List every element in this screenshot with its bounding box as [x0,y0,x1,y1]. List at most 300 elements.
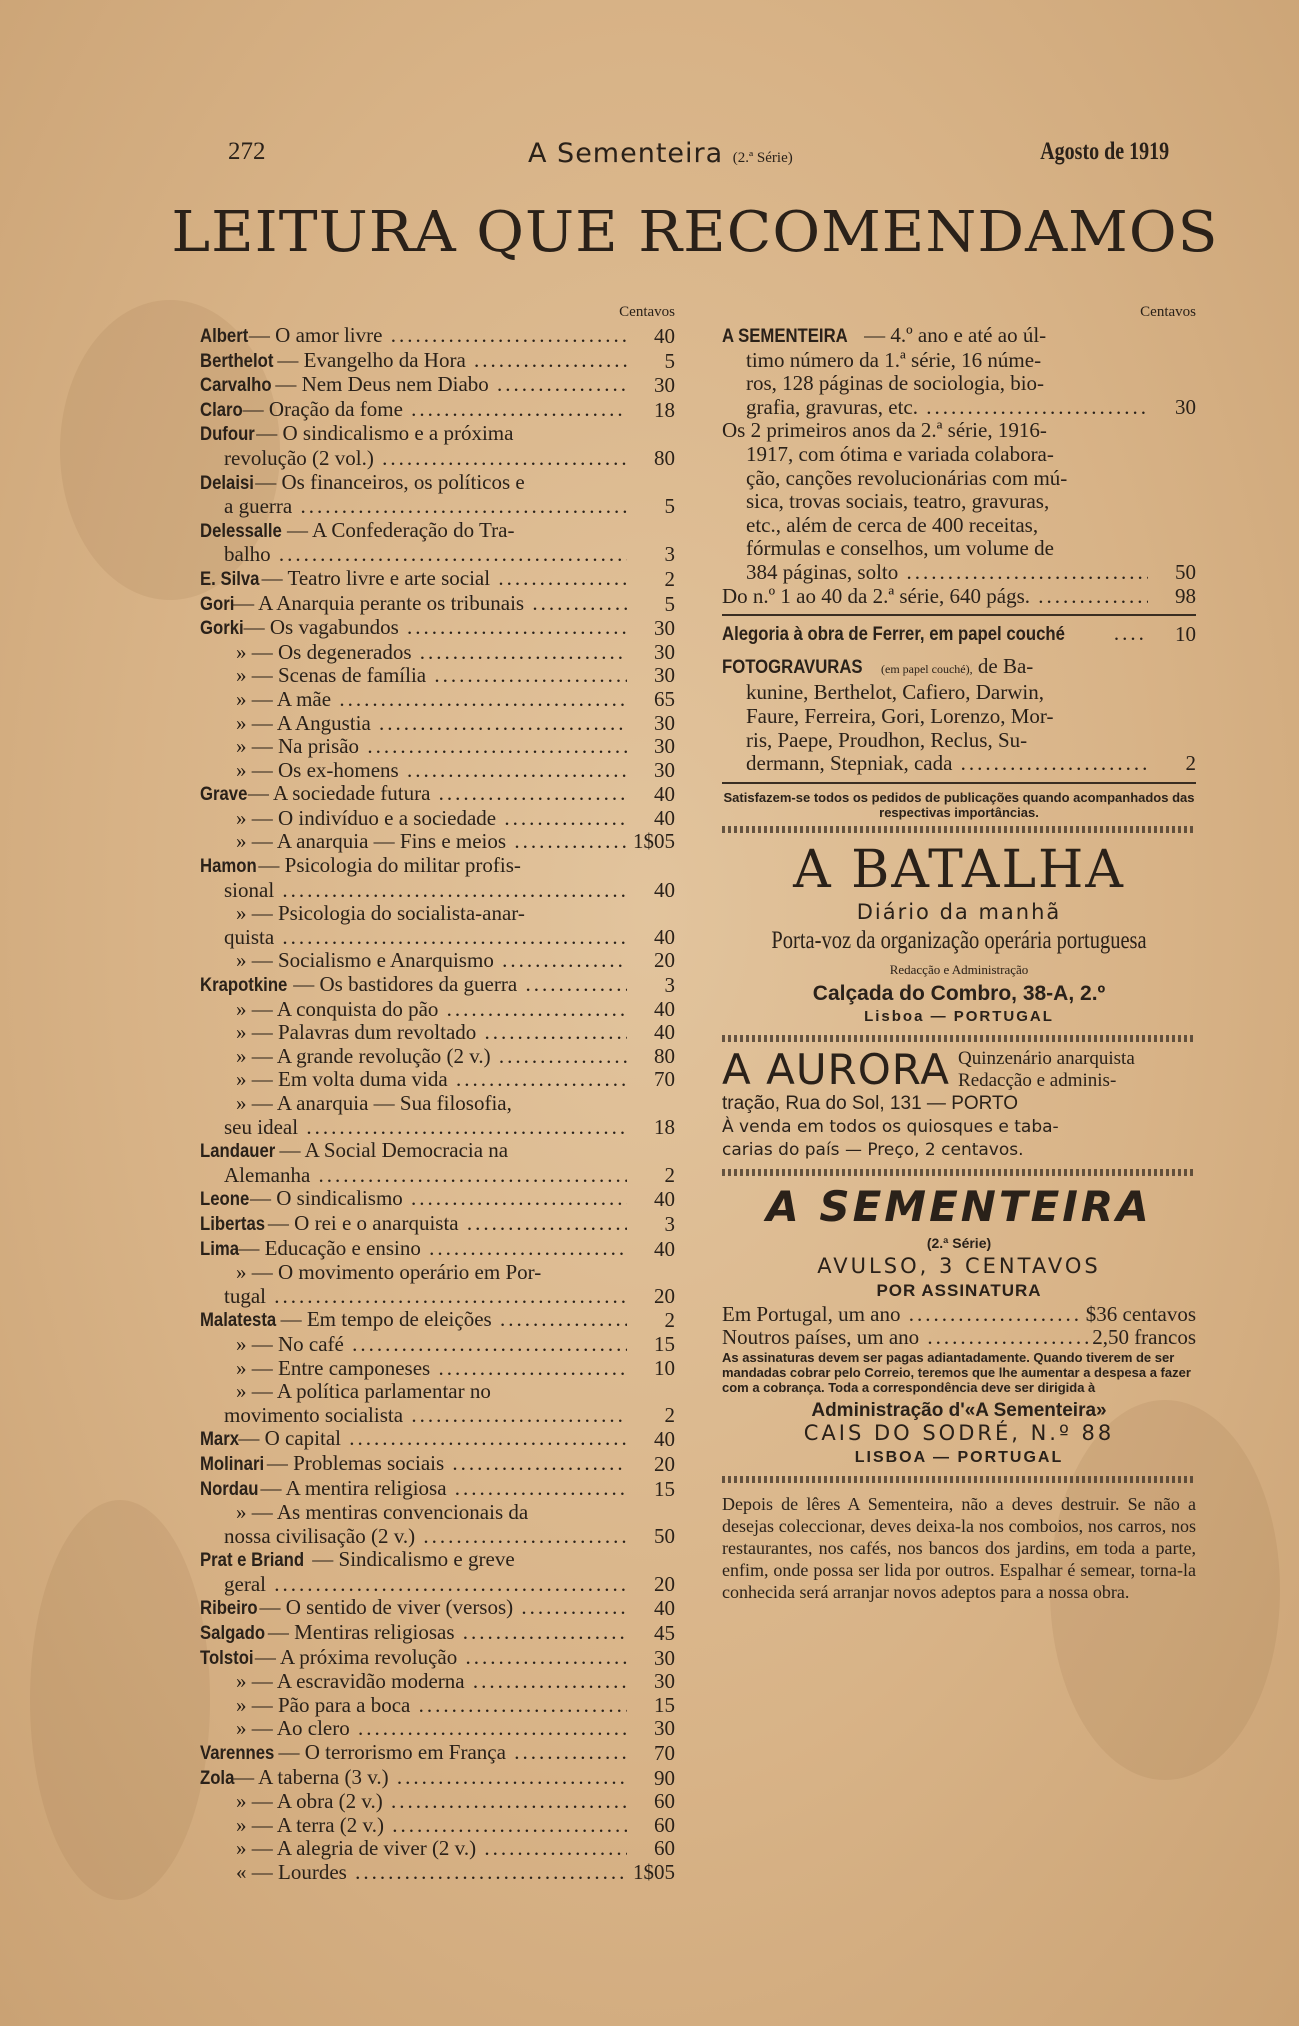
book-entry [200,1212,675,1237]
fotogravuras-line: ris, Paepe, Proudhon, Reclus, Su- [746,727,1028,752]
book-entry [200,1139,675,1164]
book-entry [200,1237,675,1262]
book-entry-text [224,495,627,519]
orders-note: Satisfazem-se todos os pedidos de publicações quando acompanhados das respectivas importâncias. [723,789,1195,820]
price-value: $36 centavos [1085,1301,1196,1326]
book-entry-text [200,398,627,423]
book-entry [200,641,675,665]
book-entry-text [200,567,627,592]
book-author: Salgado [200,1623,266,1645]
book-price: 3 [664,1211,675,1236]
book-price: 45 [654,1621,675,1646]
book-title: » — A escravidão moderna [236,1670,465,1694]
book-author: Prat e Briand [200,1550,305,1572]
book-author: Lima [200,1238,240,1260]
book-title: » — A obra (2 v.) [236,1790,383,1814]
book-entry-text [200,1621,627,1646]
book-price: 10 [654,1355,675,1380]
book-price: 70 [654,1067,675,1092]
book-entry [200,973,675,998]
book-entry [200,567,675,592]
book-entry [200,543,675,567]
book-entry [200,664,675,688]
book-title: — O sindicalismo [249,1187,403,1211]
book-title: « — Lourdes [236,1861,347,1884]
book-price: 20 [654,948,675,973]
book-title: — O rei e o anarquista [267,1211,459,1235]
book-price: 30 [654,616,675,641]
book-title: » — Em volta duma vida [236,1068,448,1092]
book-author: Berthelot [200,350,274,372]
book-entry [200,1670,675,1694]
book-author: Claro [200,399,243,421]
fotogravuras [722,655,1196,776]
book-price: 1$05 [633,829,675,854]
sementeira-ad-series: (2.ª Série) [926,1234,992,1251]
book-entry [200,398,675,423]
book-price: 40 [654,1187,675,1212]
book-entry-text [200,1139,627,1164]
book-entry-text [236,1092,627,1116]
book-entry [200,807,675,831]
fotogravuras-row [722,752,1196,776]
book-author: Libertas [200,1213,266,1235]
book-entry [200,1357,675,1381]
book-price: 15 [654,1331,675,1356]
book-entry [200,1501,675,1525]
book-title: — Oração da fome [242,397,403,421]
book-title: » — O movimento operário em Por- [236,1261,542,1285]
book-entry-text [200,1477,627,1502]
book-entry [200,1766,675,1791]
book-entry-text [200,324,627,349]
book-entry [200,1404,675,1428]
book-title: quista [224,925,275,949]
book-entry [200,1861,675,1885]
book-title: — Mentiras religiosas [267,1621,455,1645]
book-title: » — A anarquia — Sua filosofia, [236,1092,512,1115]
book-title: — O amor livre [248,324,383,347]
book-author: Nordau [200,1478,259,1500]
book-title: — A taberna (3 v.) [233,1765,389,1789]
book-price: 30 [654,734,675,759]
book-title: — Os vagabundos [243,616,399,640]
book-entry [200,471,675,496]
offer-line: 1917, com ótima e variada colabora- [746,441,1054,466]
book-entry [200,1092,675,1116]
book-entry-text [224,1573,627,1597]
book-entry [200,1452,675,1477]
sementeira-ad [722,1182,1196,1470]
book-price: 2 [664,566,675,591]
book-entry-text [236,902,627,926]
subscription-notice: As assinaturas devem ser pagas adiantadamente. Quando tiverem de ser mandadas cobrar pelo Correio, teremos que lhe aumentar a despesa a fazer com a cobrança. Toda a correspondência deve ser dirigida à [722,1349,1191,1395]
book-entry [200,782,675,807]
book-entry [200,1525,675,1549]
fotogravuras-line: de Ba- [977,653,1034,678]
book-author: Marx [200,1429,240,1451]
book-author: Gorki [200,618,244,640]
book-price: 40 [654,1020,675,1045]
right-column [722,304,1196,1603]
book-title: » — A alegria de viver (2 v.) [236,1837,477,1861]
book-title: — Sindicalismo e greve [312,1548,515,1572]
book-entry-text [236,949,627,973]
book-author: Gori [200,593,235,615]
book-title: — O sindicalismo e a próxima [256,422,514,446]
aurora-name: A AURORA [722,1045,951,1095]
book-entry-text [200,1237,627,1262]
book-entry [200,422,675,447]
book-entry [200,854,675,879]
book-title: » — Os degenerados [236,640,412,664]
book-entry-text [200,519,627,544]
book-price: 40 [654,1236,675,1261]
book-entry-text [224,1285,627,1309]
book-entry-text [236,664,627,688]
issue-date: Agosto de 1919 [1040,138,1169,165]
book-price: 80 [654,1043,675,1068]
book-entry-text [236,712,627,736]
book-entry [200,1596,675,1621]
book-entry-text [200,782,627,807]
book-entry-text [200,1187,627,1212]
book-author: Carvalho [200,375,272,397]
book-entry [200,759,675,783]
book-title: — Evangelho da Hora [277,348,466,372]
offer-line: 384 páginas, solto ..... [746,561,1148,585]
book-entry [200,1021,675,1045]
book-price: 40 [654,924,675,949]
book-title: » — Socialismo e Anarquismo [236,949,494,973]
book-entry-text [224,543,627,567]
book-price: 30 [654,639,675,664]
book-entry [200,1187,675,1212]
offer-line: fórmulas e conselhos, um volume de [746,536,1054,561]
book-title: — Os bastidores da guerra [293,973,518,997]
book-entry [200,324,675,349]
alegoria-price: 10 [1175,622,1196,647]
book-title: — A sociedade futura [247,782,431,806]
aurora-desc [958,1048,1135,1092]
book-author: Zola [200,1767,235,1789]
book-price: 30 [654,1645,675,1670]
book-entry [200,1380,675,1404]
book-entry [200,1790,675,1814]
book-entry [200,1068,675,1092]
book-author: E. Silva [200,568,260,590]
book-title: — O sentido de viver (versos) [259,1596,514,1620]
book-entry [200,1694,675,1718]
batalha-tagline: Porta-voz da organização operária portuguesa [771,927,1147,955]
publication-name [528,138,793,169]
batalha-ad [722,839,1196,1029]
book-entry-text [200,1427,627,1452]
book-title: » — Na prisão [236,735,360,759]
book-price: 15 [654,1692,675,1717]
book-title: — O capital [238,1427,341,1451]
book-price: 40 [654,782,675,807]
book-entry [200,1116,675,1140]
divider [722,614,1196,616]
book-author: Varennes [200,1743,275,1765]
book-entry-text [236,735,627,759]
book-entry [200,373,675,398]
book-author: Landauer [200,1141,276,1163]
book-price: 5 [664,591,675,616]
book-price: 18 [654,397,675,422]
book-title: » — As mentiras convencionais da [236,1501,529,1525]
book-price: 3 [664,973,675,998]
book-entry [200,1837,675,1861]
book-entry-text [236,1790,627,1814]
book-price: 60 [654,1836,675,1861]
book-price: 65 [654,686,675,711]
price-row [722,1303,1196,1327]
sementeira-ad-assinatura: POR ASSINATURA [876,1281,1042,1301]
book-entry [200,1308,675,1333]
publication-series: (2.ª Série) [732,150,793,166]
book-price: 2 [664,1162,675,1187]
main-title: LEITURA QUE RECOMENDAMOS [171,200,1219,265]
book-entry-text [236,1814,627,1838]
price-label: Em Portugal, um ano ..... [722,1303,1082,1327]
book-entry [200,1741,675,1766]
book-entry [200,519,675,544]
book-title: — A próxima revolução [254,1645,458,1669]
book-title: — A mentira religiosa [260,1476,447,1500]
book-title: nossa civilisação (2 v.) [224,1524,416,1548]
book-entry-text [236,688,627,712]
book-entry-text [200,1766,627,1791]
book-title: balho [224,543,271,567]
book-price: 30 [654,1669,675,1694]
book-entry-text [236,1670,627,1694]
book-entry [200,1477,675,1502]
batalha-subtitle: Diário da manhã [856,899,1062,924]
page-number: 272 [228,138,266,165]
book-entry-text [236,1261,627,1285]
aurora-line: À venda em todos os quiosques e taba- [722,1116,1059,1137]
fotogravuras-note: (em papel couché), [881,661,973,676]
aurora-ad [722,1045,1196,1163]
book-entry [200,1646,675,1671]
book-price: 2 [664,1308,675,1333]
book-entry-text [236,1333,627,1357]
book-title: Alemanha [224,1163,311,1187]
offer-line: ros, 128 páginas de sociologia, bio- [746,371,1045,396]
book-title: — Educação e ensino [238,1236,421,1260]
book-title: » — A terra (2 v.) [236,1813,384,1837]
book-title: seu ideal [224,1115,299,1139]
book-entry-text [224,1164,627,1188]
aurora-address: tração, Rua do Sol, 131 — PORTO [722,1093,1019,1115]
book-price: 30 [654,663,675,688]
book-title: — Os financeiros, os políticos e [255,470,525,494]
publication-title: A Sementeira [528,138,724,169]
book-title: » — A política parlamentar no [236,1380,491,1404]
ornament-rule [722,1476,1196,1483]
book-price: 80 [654,445,675,470]
book-entry [200,735,675,759]
book-title: revolução (2 vol.) [224,446,374,470]
ornament-rule [722,1035,1196,1042]
book-price: 40 [654,324,675,348]
book-entry-text [236,830,627,854]
book-entry-text [224,1525,627,1549]
book-title: — Nem Deus nem Diabo [275,373,489,397]
book-entry-text [200,1452,627,1477]
sementeira-ad-name: A SEMENTEIRA [766,1181,1152,1231]
ornament-rule [722,1169,1196,1176]
offer-line: ção, canções revolucionárias com mú- [746,465,1068,490]
book-entry-text [200,592,627,617]
offer-line: sica, trovas sociais, teatro, gravuras, [746,489,1050,514]
book-entry-text [224,879,627,903]
book-title: tugal [224,1284,266,1308]
book-title: — O terrorismo em França [278,1741,506,1765]
book-author: Malatesta [200,1310,277,1332]
book-entry [200,592,675,617]
book-price: 18 [654,1114,675,1139]
offer-price: 30 [1175,394,1196,419]
book-price: 90 [654,1765,675,1790]
book-entry [200,495,675,519]
price-label: Noutros países, um ano ..... [722,1326,1088,1350]
book-entry-text [200,471,627,496]
book-price: 40 [654,1596,675,1621]
book-title: — A Confederação do Tra- [286,518,515,542]
book-title: — Problemas sociais [266,1451,445,1475]
book-title: — A Social Democracia na [279,1139,509,1163]
book-entry-text [236,1021,627,1045]
book-author: Leone [200,1189,250,1211]
book-entry [200,688,675,712]
book-entry-text [200,1741,627,1766]
book-entry-text [236,1717,627,1741]
book-title: — Teatro livre e arte social [261,566,491,590]
book-entry-text [236,1501,627,1525]
book-price: 30 [654,757,675,782]
book-price: 2 [664,1402,675,1427]
book-price: 20 [654,1451,675,1476]
book-entry-text [200,1212,627,1237]
batalha-city: Lisboa — PORTUGAL [864,1008,1054,1026]
book-entry-text [224,447,627,471]
book-title: » — Ao clero [236,1717,350,1741]
book-entry [200,902,675,926]
offer-line: Os 2 primeiros anos da 2.ª série, 1916- [722,418,1047,443]
book-entry-text [200,1596,627,1621]
book-title: » — A Angustia [236,711,371,735]
book-entry-text [200,1308,627,1333]
book-entry-text [200,422,627,447]
book-title: » — O indivíduo e a sociedade [236,806,497,830]
book-entry [200,1621,675,1646]
book-entry-text [236,807,627,831]
book-entry-text [236,641,627,665]
fotogravuras-price: 2 [1185,751,1196,776]
book-price: 30 [654,710,675,735]
batalha-name: A BATALHA [793,839,1125,900]
book-entry-text [200,349,627,374]
book-entry-text [200,616,627,641]
aurora-desc-line: Redacção e adminis- [958,1070,1117,1092]
book-author: Grave [200,784,248,806]
book-entry-text [236,1357,627,1381]
book-entry [200,1548,675,1573]
batalha-admin: Redacção e Administração [889,962,1029,978]
book-title: » — Scenas de família [236,664,427,688]
book-entry [200,1045,675,1069]
book-author: Krapotkine [200,975,288,997]
book-entry [200,949,675,973]
book-price: 3 [664,542,675,567]
book-title: » — A conquista do pão [236,997,439,1021]
fotogravuras-line: dermann, Stepniak, cada ..... [746,752,1148,776]
book-entry-text [200,1548,627,1573]
offer-line: A SEMENTEIRA — 4.º ano e até ao úl- [722,323,1047,347]
book-title: — Psicologia do militar profis- [258,854,521,878]
book-entry-text [224,926,627,950]
ornament-rule [722,826,1196,833]
book-author: Dufour [200,424,255,446]
book-entry-text [224,1404,627,1428]
book-entry [200,1814,675,1838]
book-entry [200,830,675,854]
book-price: 20 [654,1283,675,1308]
price-row [722,1326,1196,1350]
book-entry [200,1427,675,1452]
alegoria-row [722,622,1196,647]
book-price: 40 [654,805,675,830]
book-author: Molinari [200,1453,265,1475]
book-title: » — Os ex-homens [236,758,399,782]
offer-price: 98 [1175,583,1196,608]
book-entry-text [236,1694,627,1718]
offer-row [722,585,1196,609]
book-title: » — Pão para a boca [236,1693,411,1717]
book-title: » — Palavras dum revoltado [236,1021,477,1045]
book-entry-text [236,1380,627,1404]
book-author: Albert [200,326,249,347]
book-price: 70 [654,1741,675,1766]
book-title: » — A anarquia — Fins e meios [236,830,507,854]
book-entry-text [236,1861,627,1885]
book-entry-text [236,998,627,1022]
closing-paragraph: Depois de lêres A Sementeira, não a deves destruir. Se não a desejas coleccionar, deves deixa-la nos comboios, nos carros, nos restaurantes, nos cafés, nos bancos dos jardins, em toda a parte, enfim, onde possa ser lida por outros. Espalhar é semear, torna-la conhecida será arranjar novos adeptos para a nossa obra. [722,1493,1196,1602]
offer-line: Do n.º 1 ao 40 da 2.ª série, 640 págs. ..... [722,585,1148,609]
book-entry-text [200,854,627,879]
sementeira-ad-avulso: AVULSO, 3 CENTAVOS [817,1254,1101,1279]
book-author: Delessalle [200,520,282,542]
book-entry [200,349,675,374]
book-entry [200,1717,675,1741]
offer-line: grafia, gravuras, etc. ..... [746,396,1148,420]
book-title: movimento socialista [224,1403,404,1427]
offer-price: 50 [1175,559,1196,584]
book-entries [200,324,675,1885]
book-price: 15 [654,1476,675,1501]
book-entry-text [236,1837,627,1861]
fotogravuras-label: FOTOGRAVURAS [722,656,863,678]
book-entry [200,926,675,950]
fotogravuras-line: kunine, Berthelot, Cafiero, Darwin, [746,680,1044,705]
book-title: — Em tempo de eleições [280,1308,492,1332]
book-entry [200,712,675,736]
alegoria-text: Alegoria à obra de Ferrer, em papel couché [722,624,1065,646]
book-price: 20 [654,1571,675,1596]
